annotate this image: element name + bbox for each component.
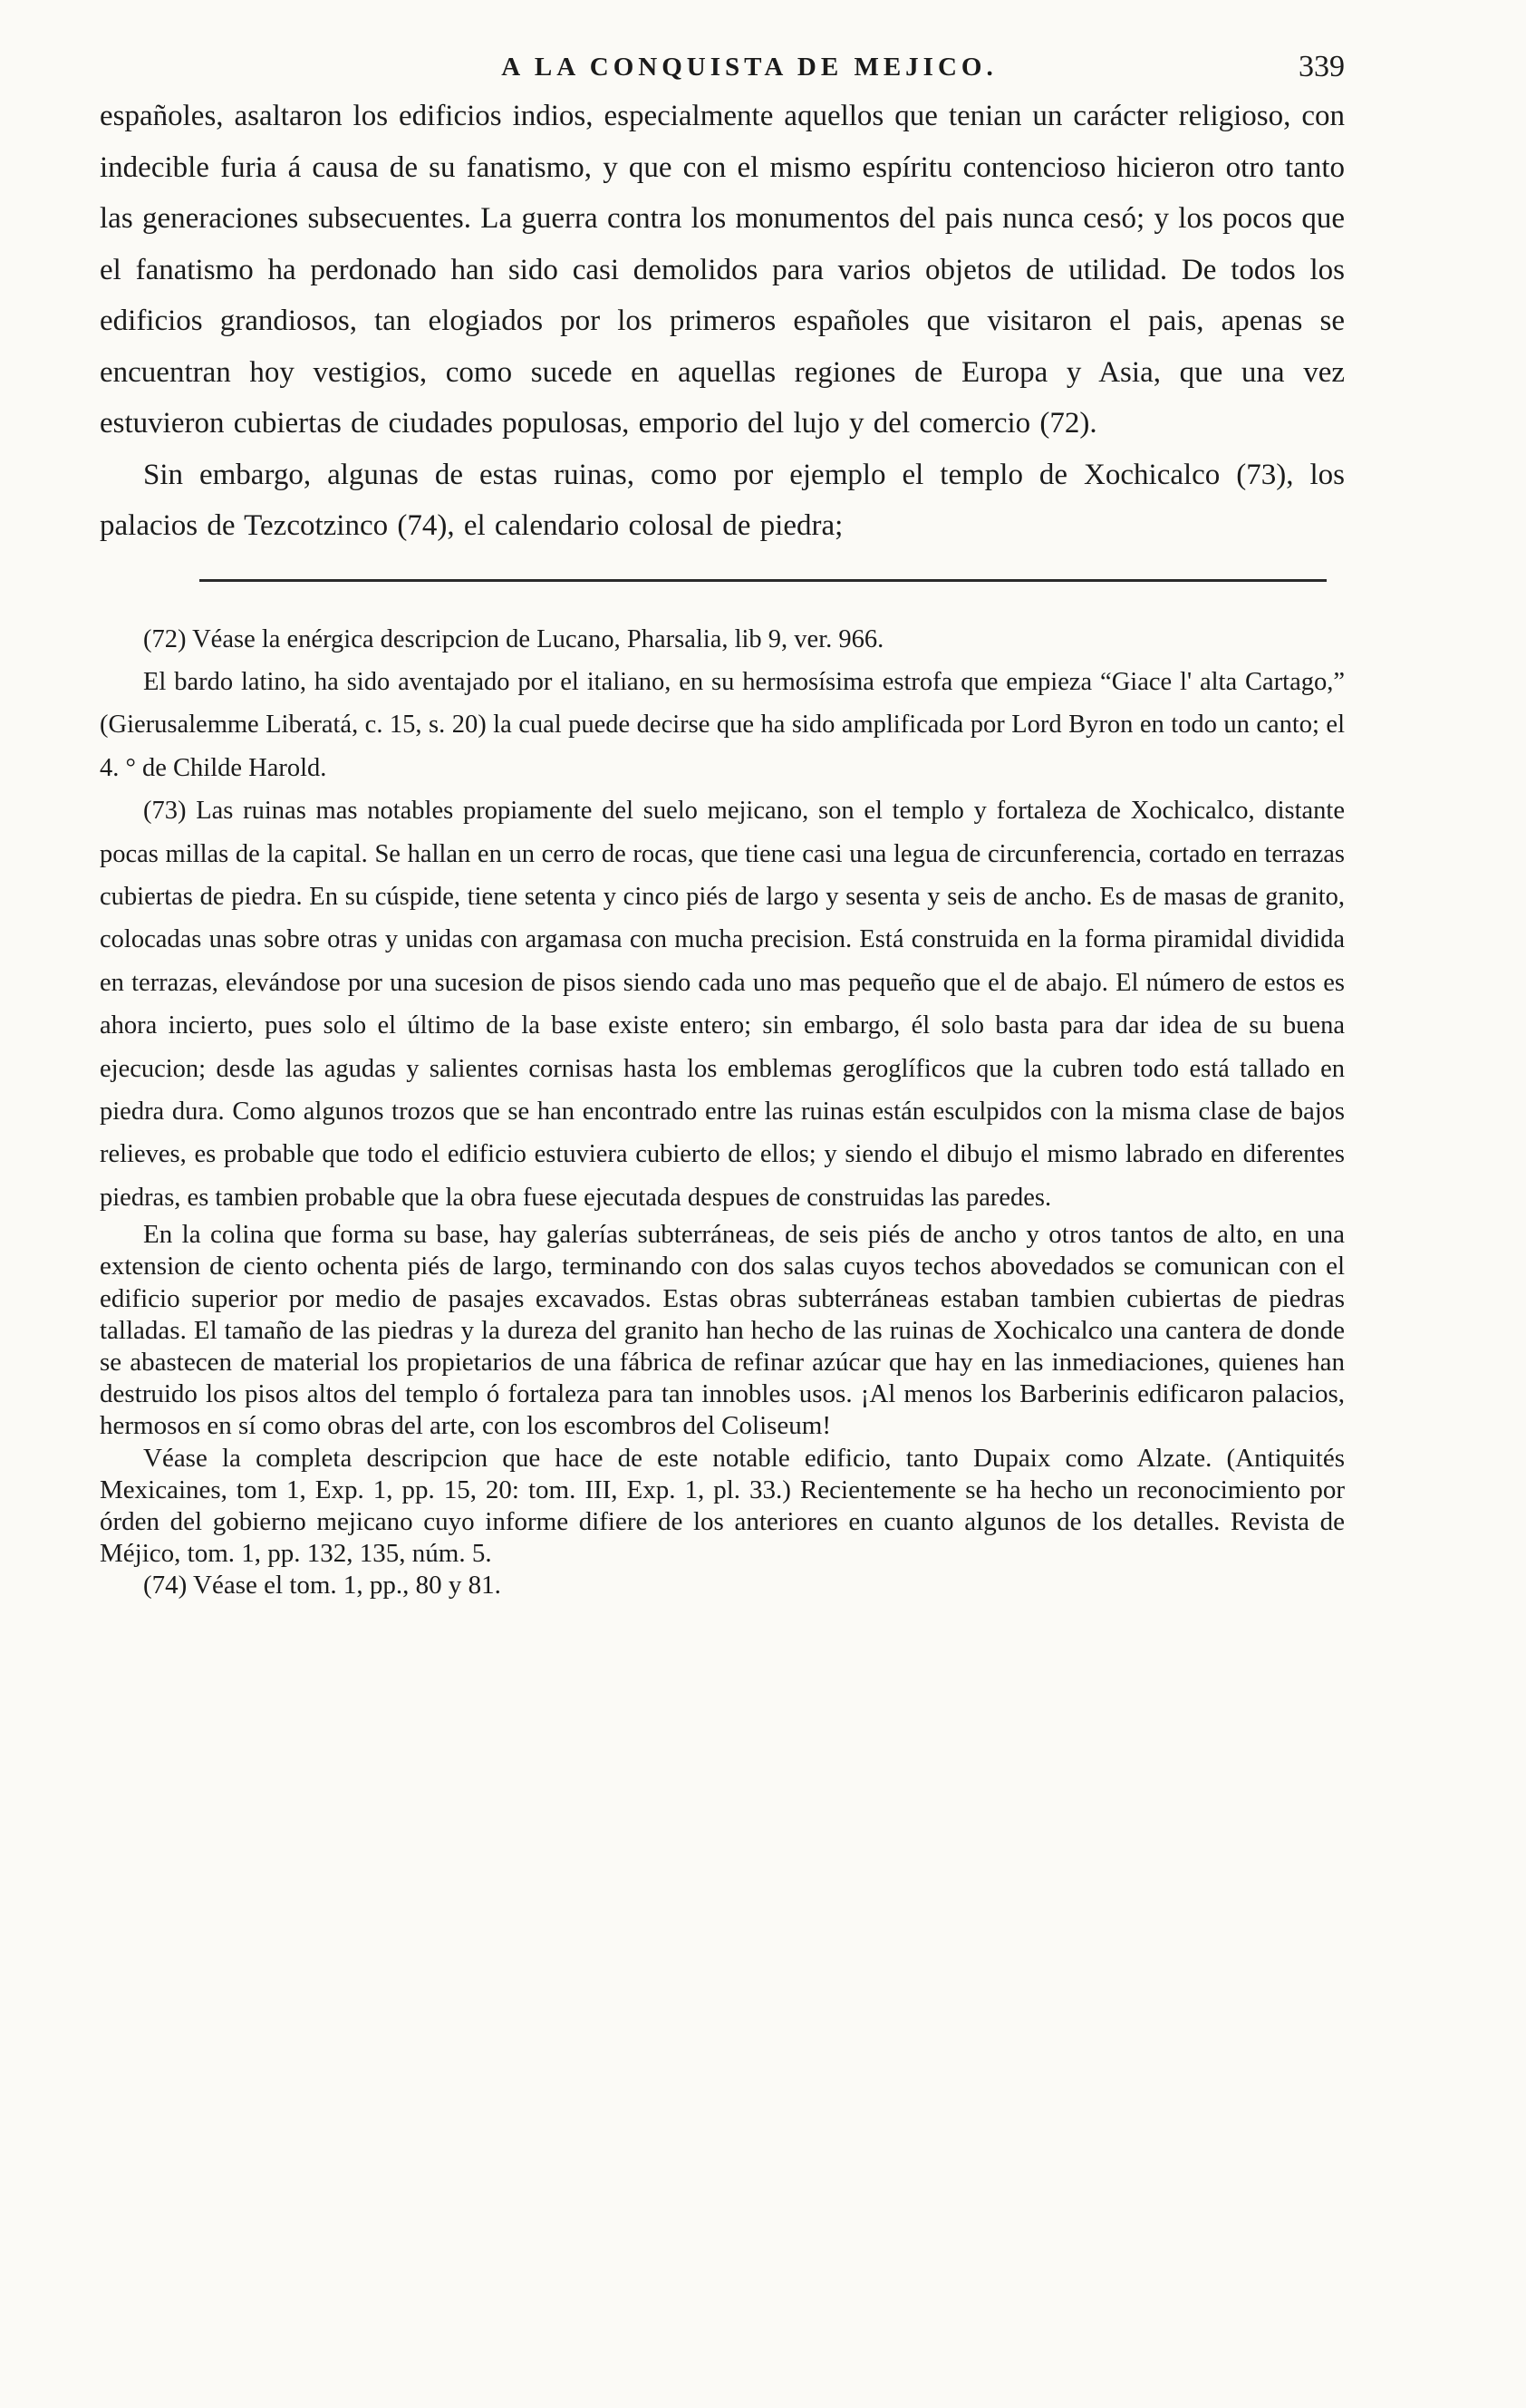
page-number: 339 [1299, 50, 1345, 83]
footnote-72: (72) Véase la enérgica descripcion de Lucano, Pharsalia, lib 9, ver. 966. [143, 624, 884, 653]
footnote-74: (74) Véase el tom. 1, pp., 80 y 81. [143, 1571, 501, 1600]
footnote-73: (73) Las ruinas mas notables propiamente del suelo mejicano, son el templo y fortaleza de Xochicalco, distante pocas millas de la capital. Se hallan en un cerro de rocas, que tiene casi una legua de circunferencia, cortado en terrazas cubiertas de piedra. En su cúspide, tiene setenta y cinco piés de largo y sesenta y seis de ancho. Es de masas de granito, colocadas unas sobre otras y unidas con argamasa con mucha precision. Está construida en la forma piramidal dividida en terrazas, elevándose por una sucesion de pisos siendo cada uno mas pequeño que el de abajo. El número de estos es ahora incierto, pues solo el último de la base existe entero; sin embargo, él solo basta para dar idea de su buena ejecucion; desde las agudas y salientes cornisas hasta los emblemas geroglíficos que la cubren todo está tallado en piedra dura. Como algunos trozos que se han encontrado entre las ruinas están esculpidos con la misma clase de bajos relieves, es probable que todo el edificio estuviera cubierto de ellos; y siendo el dibujo el mismo labrado en diferentes piedras, es tambien probable que la obra fuese ejecutada despues de construidas las paredes. [100, 797, 1345, 1212]
body-paragraph-2: Sin embargo, algunas de estas ruinas, como por ejemplo el templo de Xochicalco (73), los palacios de Tezcotzinco (74), el calendario colosal de piedra; [100, 458, 1345, 542]
footnotes [100, 618, 1345, 1602]
footnote-separator [199, 579, 1327, 582]
running-title: A LA CONQUISTA DE MEJICO. [501, 53, 998, 82]
main-text [100, 91, 1345, 552]
footnote-72-continuation: El bardo latino, ha sido aventajado por el italiano, en su hermosísima estrofa que empieza “Giace l' alta Cartago,” (Gierusalemme Liberatá, c. 15, s. 20) la cual puede decirse que ha sido amplificada por Lord Byron en todo un canto; el 4. ° de Childe Harold. [100, 667, 1345, 782]
footnote-73-continuation-2: Véase la completa descripcion que hace de este notable edificio, tanto Dupaix como Alzate. (Antiquités Mexicaines, tom 1, Exp. 1, pp. 15, 20: tom. III, Exp. 1, pl. 33.) Recientemente se ha hecho un reconocimiento por órden del gobierno mejicano cuyo informe difiere de los anteriores en cuanto algunos de los detalles. Revista de Méjico, tom. 1, pp. 132, 135, núm. 5. [100, 1443, 1345, 1569]
body-paragraph-1: españoles, asaltaron los edificios indios, especialmente aquellos que tenian un carácter religioso, con indecible furia á causa de su fanatismo, y que con el mismo espíritu contencioso hicieron otro tanto las generaciones subsecuentes. La guerra contra los monumentos del pais nunca cesó; y los pocos que el fanatismo ha perdonado han sido casi demolidos para varios objetos de utilidad. De todos los edificios grandiosos, tan elogiados por los primeros españoles que visitaron el pais, apenas se encuentran hoy vestigios, como sucede en aquellas regiones de Europa y Asia, que una vez estuvieron cubiertas de ciudades populosas, emporio del lujo y del comercio (72). [100, 100, 1345, 440]
footnote-73-continuation-1: En la colina que forma su base, hay galerías subterráneas, de seis piés de ancho y otros tantos de alto, en una extension de ciento ochenta piés de largo, terminando con dos salas cuyos techos abovedados se comunican con el edificio superior por medio de pasajes excavados. Estas obras subterráneas estaban tambien cubiertas de piedras talladas. El tamaño de las piedras y la dureza del granito han hecho de las ruinas de Xochicalco una cantera de donde se abastecen de material los propietarios de una fábrica de refinar azúcar que hay en las inmediaciones, quienes han destruido los pisos altos del templo ó fortaleza para tan innobles usos. ¡Al menos los Barberinis edificaron palacios, hermosos en sí como obras del arte, con los escombros del Coliseum! [100, 1220, 1345, 1441]
page-header [100, 44, 1345, 91]
